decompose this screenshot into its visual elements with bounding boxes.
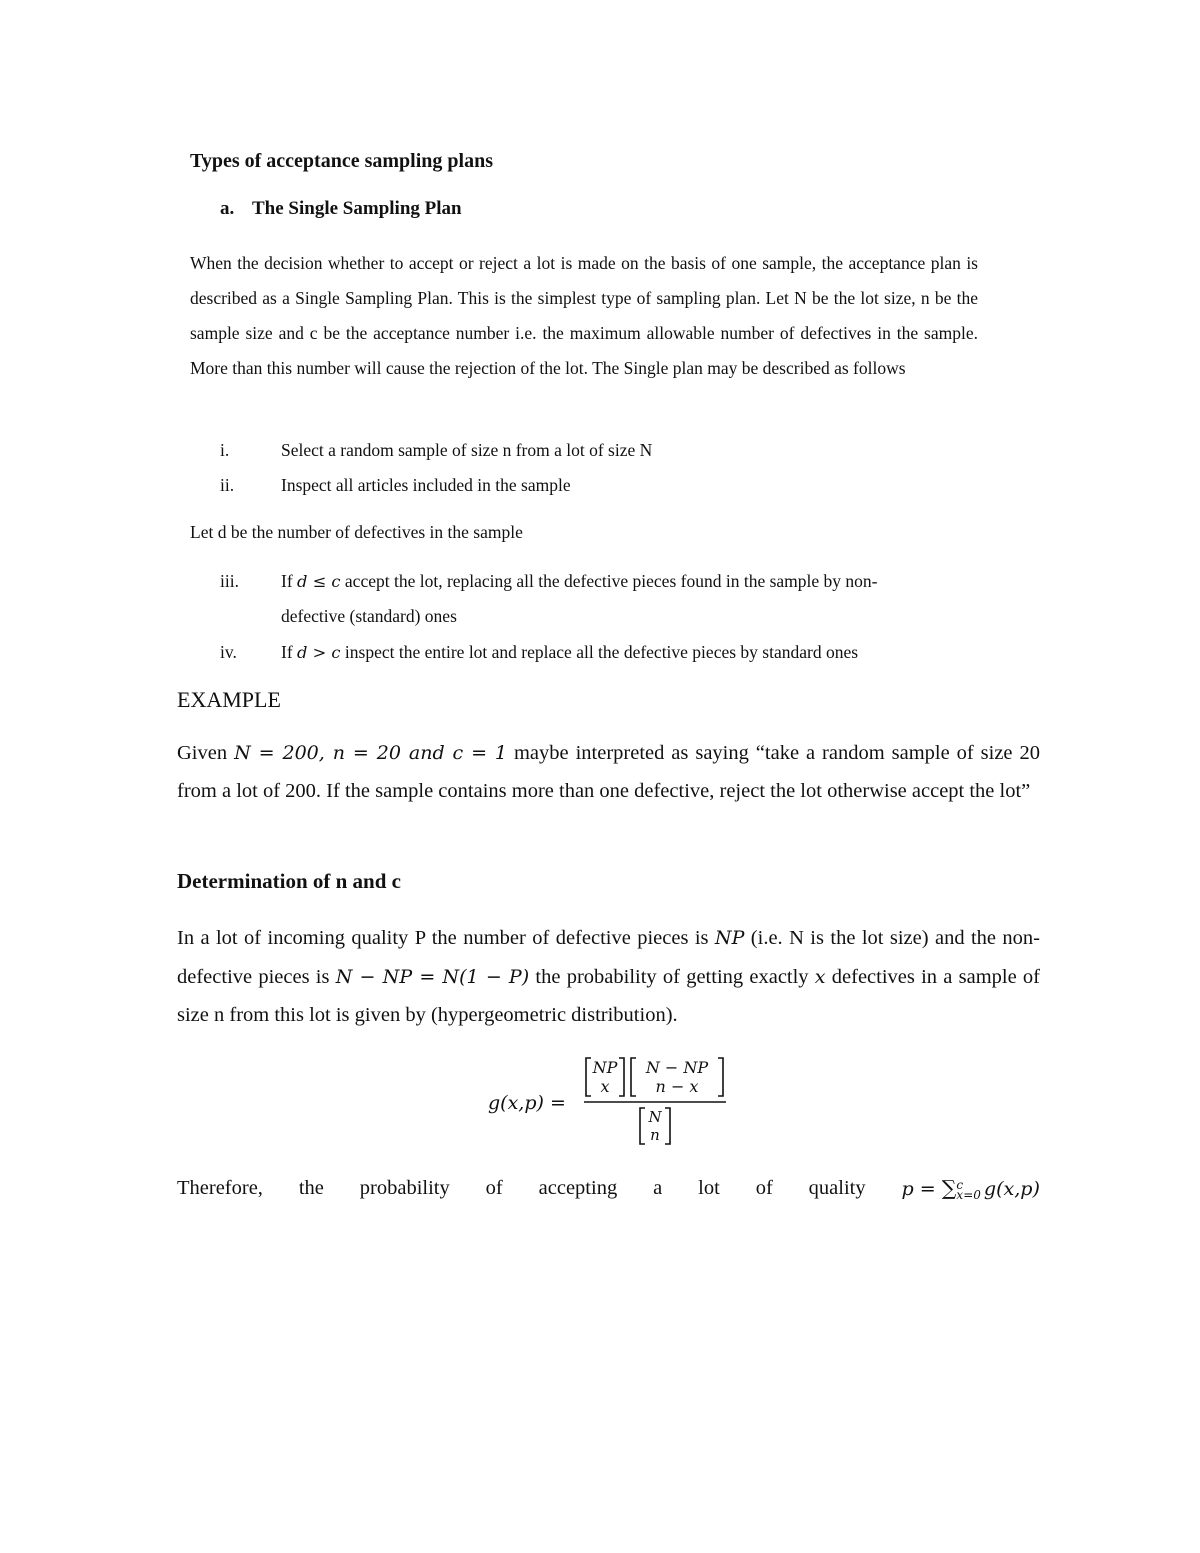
text-span: defectives in a sample of size n from this lot is given by (hypergeometric distribution). [177, 965, 1040, 1026]
formula-num2-bottom: n − x [655, 1077, 699, 1096]
example-heading: EXAMPLE [177, 687, 281, 712]
sum-expression [902, 1172, 1040, 1205]
text-span: If [281, 571, 298, 591]
page-heading: Types of acceptance sampling plans [190, 150, 493, 172]
word: quality [808, 1177, 866, 1199]
word: the [298, 1177, 324, 1199]
formula-num1-top: NP [592, 1058, 618, 1077]
list-text: Inspect all articles included in the sample [281, 475, 571, 495]
list-text [281, 635, 976, 670]
word: accepting [538, 1177, 618, 1199]
word: lot [698, 1177, 720, 1199]
subheading [220, 198, 462, 220]
word: probability [359, 1177, 450, 1199]
text-span: inspect the entire lot and replace all the defective pieces by standard ones [340, 642, 859, 662]
subheading-marker: a. [220, 198, 235, 219]
word: a [653, 1177, 663, 1199]
formula-num2-top: N − NP [645, 1058, 709, 1077]
formula-den-bottom: n [650, 1126, 660, 1144]
word: of [485, 1177, 503, 1199]
list-text: Select a random sample of size n from a lot of size N [281, 440, 653, 460]
list-number: iii. [220, 571, 239, 591]
section-heading: Determination of n and c [177, 869, 401, 893]
sum-symbol: ∑ [941, 1176, 957, 1200]
list-text: defective (standard) ones [281, 606, 457, 626]
subheading-title: The Single Sampling Plan [252, 198, 462, 219]
text-span: the probability of getting exactly [529, 965, 815, 988]
list-number: i. [220, 440, 230, 460]
example-paragraph [177, 734, 1040, 810]
list-text [281, 564, 976, 599]
paragraph-single-plan: When the decision whether to accept or reject a lot is made on the basis of one sample, the acceptance plan is described as a Single Sampling Plan. This is the simplest type of sampling plan. Let N be the lot size, n be the sample size and c be the acceptance number i.e. the maximum allowable number of defectives in the sample. More than this number will cause the rejection of the lot. The Single plan may be described as follows [190, 253, 978, 378]
text-span: maybe interpreted as saying “take a random sample of size 20 from a lot of 200. If the sample contains more than one defective, reject the lot otherwise accept the lot” [177, 742, 1040, 802]
math-expression: N − NP = N(1 − P) [335, 965, 530, 988]
formula-num1-bottom: x [600, 1077, 610, 1096]
text-span: (i.e. N is the lot size) and the non-defective pieces is [177, 927, 1041, 988]
paragraph-let-d: Let d be the number of defectives in the sample [190, 522, 523, 542]
list-number: iv. [220, 642, 237, 662]
word: Therefore, [177, 1177, 263, 1199]
sum-upper-limit: c [956, 1178, 964, 1193]
math-expression: x [814, 965, 826, 988]
text-span: Given [177, 742, 235, 764]
sum-lower-limit: x=0 [956, 1188, 981, 1203]
math-p: p = [901, 1178, 942, 1200]
text-span: In a lot of incoming quality P the number of defective pieces is [177, 927, 715, 949]
math-expression: N = 200, n = 20 and c = 1 [234, 742, 508, 764]
math-g: g(x,p) [983, 1178, 1040, 1200]
hypergeometric-formula [488, 1050, 738, 1150]
math-expression: NP [714, 927, 745, 949]
text-span: accept the lot, replacing all the defective pieces found in the sample by non- [340, 571, 878, 591]
word: of [755, 1177, 773, 1199]
math-condition: d ≤ c [297, 572, 341, 591]
final-line [177, 1172, 1040, 1205]
formula-lhs: g(x,p) = [488, 1092, 566, 1114]
text-span: If [281, 642, 298, 662]
list-number: ii. [220, 475, 235, 495]
paragraph-determination [177, 919, 1040, 1035]
math-condition: d > c [297, 643, 341, 662]
formula-den-top: N [648, 1108, 662, 1126]
